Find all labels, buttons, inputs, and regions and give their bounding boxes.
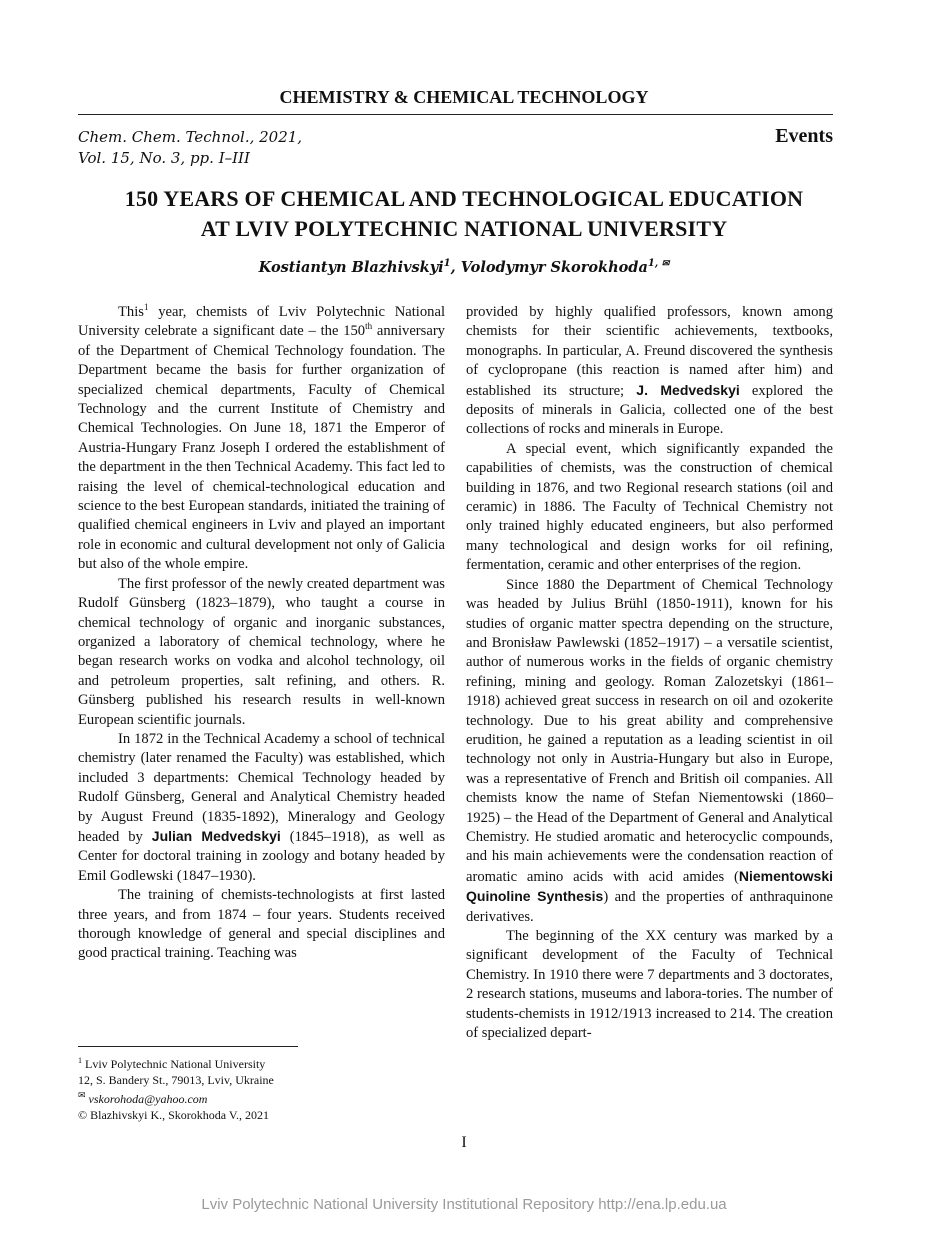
p1-footnote-mark: 1 [143, 302, 149, 313]
p1-text-a: This [118, 304, 144, 320]
footnote [78, 1053, 438, 1123]
title-line-1: 150 YEARS OF CHEMICAL AND TECHNOLOGICAL EDUCATION [124, 186, 804, 211]
footnote-affiliation [78, 1053, 438, 1073]
paragraph-5 [466, 303, 833, 440]
footnote-copyright: © Blazhivskyi K., Skorokhoda V., 2021 [78, 1107, 270, 1122]
journal-name: CHEMISTRY & CHEMICAL TECHNOLOGY [279, 87, 649, 107]
p3-text-b: (1845–1918), as well as Center for doctoral training in zoology and botany headed by Emil Godlewski (1847–1930). [78, 828, 446, 884]
p7-highlight: Niementowski Quinoline Synthesis [466, 867, 833, 905]
affiliation-text: Lviv Polytechnic National University [82, 1057, 266, 1071]
paragraph-2: The first professor of the newly created department was Rudolf Günsberg (1823–1879), who taught a course in chemical technology of organic and inorganic substances, organized a laboratory of chemical technology, where he began research works on vodka and alcohol technology, oil and petroleum properties, salt refining, and others. R. Günsberg published his research results in well-known European scientific journals. [78, 575, 445, 728]
author-1-affiliation: 1 [443, 258, 451, 269]
page-number: I [461, 1134, 467, 1151]
p7-text-b: ) and the properties of anthraquinone derivatives. [466, 889, 833, 925]
envelope-icon: ✉ [78, 1090, 86, 1100]
p3-highlight: Julian Medvedskyi [151, 827, 281, 844]
header-rule [78, 114, 833, 115]
p1-text-c: anniversary of the Department of Chemical Technology foundation. The Department became the basis for further organization of specialized chemical departments, Faculty of Chemical Technology and the current Institute of Chemistry and Chemical Technologies. On June 18, 1871 the Emperor of Austria-Hungary Franz Joseph I ordered the establishment of the department in the then Technical Academy. This fact led to raising the level of chemical-technological education and science to the best European standards, initiated the training of qualified chemical engineers in Lviv and played an important role in economic and cultural development not only of Galicia but also of the whole empire. [78, 323, 445, 573]
paragraph-6: A special event, which significantly expanded the capabilities of chemists, was the construction of chemical building in 1876, and two Regional research stations (oil and ceramic) in 1886. The Faculty of Technical Chemistry not only trained highly educated engineers, but also performed many technological and design works for oil refining, fermentation, ceramic and other enterprises of the region. [466, 440, 833, 574]
p1-text-b: year, chemists of Lviv Polytechnic National University celebrate a significant date – the 150 [78, 304, 445, 340]
footnote-mark: 1 [78, 1056, 82, 1065]
paragraph-3 [78, 730, 445, 886]
citation-line-1: Chem. Chem. Technol., 2021, [78, 128, 303, 146]
article-title [0, 184, 928, 244]
email-link[interactable]: vskorohoda@yahoo.com [85, 1092, 208, 1106]
p1-ordinal: th [365, 321, 373, 332]
p5-highlight: J. Medvedskyi [636, 381, 740, 398]
footnote-rule [78, 1046, 298, 1047]
left-column [78, 303, 445, 964]
citation [78, 127, 302, 169]
envelope-icon: ✉ [661, 259, 670, 269]
paragraph-1 [78, 303, 445, 575]
section-label: Events [775, 125, 833, 147]
paragraph-4: The training of chemists-technologists at first lasted three years, and from 1874 – four years. Students received thorough knowledge of general and special disciplines and good practical training. Teaching was [78, 887, 445, 962]
p7-text-a: Since 1880 the Department of Chemical Technology was headed by Julius Brühl (1850-1911), known for his studies of organic matter spectra depending on the structure, and Bronisław Pawlewski (1852–1917) – a versatile scientist, author of numerous works in the fields of organic chemistry refining, mining and geology. Roman Zalozetskyi (1861–1918) achieved great success in research on oil and ozokerite technology. Due to his great ability and comprehensive erudition, he gained a reputation as a leading scientist in oil technology not only in Austria-Hungary but also in Europe, was a representative of French and British oil companies. All chemists know the name of Stefan Niementowski (1860–1925) – the Head of the Department of General and Analytical Chemistry. He studied aromatic and heterocyclic compounds, and his main achievements were the condensation reaction of aromatic amino acids with acid amides ( [466, 576, 833, 885]
p5-text-a: provided by highly qualified professors, known among chemists for their scientific achievements, textbooks, monographs. In particular, A. Freund discovered the synthesis of cyclopropane (this reaction is named after him) and established its structure; [466, 304, 833, 399]
p3-text-a: In 1872 in the Technical Academy a school of technical chemistry (later renamed the Faculty) was established, which included 3 departments: Chemical Technology headed by Rudolf Günsberg, General and Analytical Chemistry headed by August Freund (1835-1892), Mineralogy and Geology headed by [78, 730, 445, 845]
paragraph-8: The beginning of the XX century was marked by a significant development of the Faculty of Technical Chemistry. In 1910 there were 7 departments and 3 doctorates, 2 research stations, museums and labora-tories. The number of students-chemists in 1912/1913 increased to 214. The creation of specialized depart- [466, 928, 833, 1042]
author-2-affiliation: 1, [647, 258, 662, 269]
title-line-2: AT LVIV POLYTECHNIC NATIONAL UNIVERSITY [200, 216, 728, 241]
author-1: Kostiantyn Blazhivskyi [258, 258, 444, 276]
paragraph-7 [466, 576, 833, 927]
footnote-address: 12, S. Bandery St., 79013, Lviv, Ukraine [78, 1072, 274, 1087]
author-separator: , [450, 258, 461, 276]
right-column [466, 303, 833, 1043]
repository-watermark: Lviv Polytechnic National University Institutional Repository http://ena.lp.edu.ua [201, 1196, 727, 1213]
footnote-email-line [78, 1088, 438, 1108]
p5-text-b: explored the deposits of minerals in Galicia, collected one of the best collections of rocks and minerals in Europe. [466, 382, 833, 438]
citation-line-2: Vol. 15, No. 3, pp. I–III [78, 149, 250, 167]
author-2: Volodymyr Skorokhoda [460, 258, 648, 276]
authors [0, 258, 928, 276]
